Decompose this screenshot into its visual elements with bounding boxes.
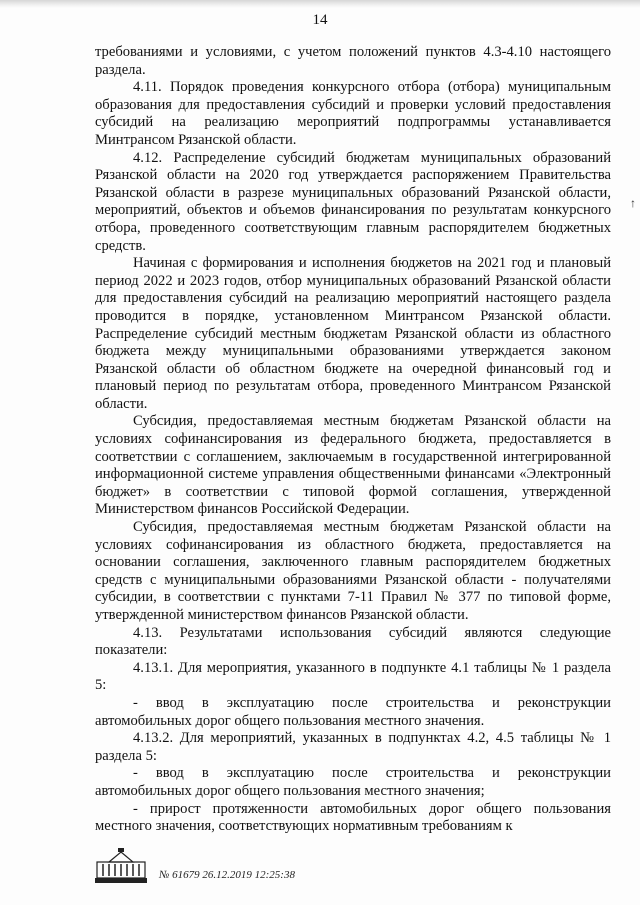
paragraph: Субсидия, предоставляемая местным бюджетам Рязанской области на условиях софинансирования из федерального бюджета, предоставляется в соответствии с соглашением, заключаемым в государственной интегрированной информационной системе управления общественными финансами «Электронный бюджет» в соответствии с типовой формой соглашения, утвержденной Министерством финансов Российской Федерации. [95,413,611,518]
paragraph: 4.12. Распределение субсидий бюджетам муниципальных образований Рязанской области на 2020 год утверждается распоряжением Правительства Рязанской области в разрезе муниципальных образований Рязанской области, мероприятий, объектов и объемов финансирования по результатам конкурсного отбора, проведенного соответствующим главным распорядителем бюджетных средств. [95,149,611,254]
page-number: 14 [312,12,328,28]
scan-margin-mark: ↑ [630,196,636,210]
paragraph: Субсидия, предоставляемая местным бюджетам Рязанской области на условиях софинансирования из областного бюджета, предоставляется на основании соглашения, заключенного главным распорядителем бюджетных средств с муниципальными образованиями Рязанской области - получателями субсидии, в соответствии с пунктами 7-11 Правил № 377 по типовой форме, утвержденной министерством финансов Рязанской области. [95,519,611,623]
scan-edge-shadow [0,0,640,8]
document-body [95,44,611,836]
paragraph: Начиная с формирования и исполнения бюджетов на 2021 год и плановый период 2022 и 2023 годов, отбор муниципальных образований Рязанской области для предоставления субсидий на реализацию мероприятий настоящего раздела проводится в порядке, установленном Минтрансом Рязанской области. Распределение субсидий местным бюджетам Рязанской области из областного бюджета между муниципальными образованиями утверждается законом Рязанской области об областном бюджете на очередной финансовый год и плановый период по результатам отбора, проведенного Минтрансом Рязанской области. [95,255,611,412]
page-footer [95,848,595,888]
list-item: - прирост протяженности автомобильных дорог общего пользования местного значения, соответствующих нормативным требованиям к [95,800,611,835]
list-item: - ввод в эксплуатацию после строительства и реконструкции автомобильных дорог общего пользования местного значения; [95,765,611,799]
paragraph: 4.13.1. Для мероприятия, указанного в подпункте 4.1 таблицы № 1 раздела 5: [95,659,611,694]
paragraph: 4.11. Порядок проведения конкурсного отбора (отбора) муниципальным образования для предоставления субсидий и проверки условий предоставления субсидий на реализацию мероприятий подпрограммы устанавливается Минтрансом Рязанской области. [95,79,611,148]
list-item: - ввод в эксплуатацию после строительства и реконструкции автомобильных дорог общего пользования местного значения. [95,694,611,729]
paragraph: 4.13.2. Для мероприятий, указанных в подпунктах 4.2, 4.5 таблицы № 1 раздела 5: [95,730,611,764]
registration-stamp: № 61679 26.12.2019 12:25:38 [159,869,295,881]
paragraph: требованиями и условиями, с учетом положений пунктов 4.3-4.10 настоящего раздела. [95,44,611,78]
paragraph: 4.13. Результатами использования субсидий являются следующие показатели: [95,624,611,659]
government-building-logo-icon [95,848,147,884]
